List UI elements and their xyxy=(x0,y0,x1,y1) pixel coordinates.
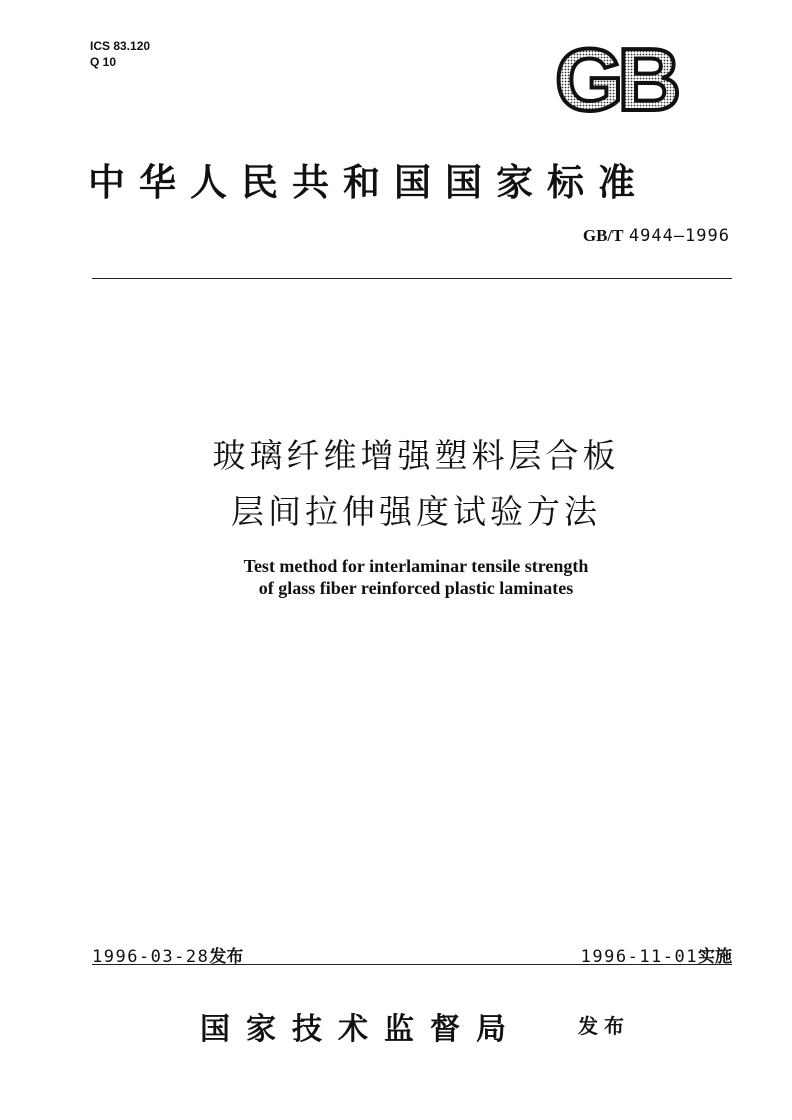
chinese-title-line-2: 层间拉伸强度试验方法 xyxy=(231,492,601,531)
english-title-line-1: Test method for interlaminar tensile strength xyxy=(243,556,589,576)
issue-date-value: 1996-03-28 xyxy=(92,947,210,967)
standard-number xyxy=(470,226,730,246)
ccs-code: Q 10 xyxy=(90,55,117,69)
issue-date-label: 发布 xyxy=(209,947,244,967)
standard-number-prefix: GB/T xyxy=(582,226,624,245)
english-title xyxy=(96,555,736,599)
chinese-title xyxy=(96,428,736,540)
english-title-line-2: of glass fiber reinforced plastic laminates xyxy=(258,578,574,598)
bottom-divider xyxy=(92,964,732,965)
implementation-date-label: 实施 xyxy=(698,947,732,967)
gb-logo xyxy=(540,44,690,118)
classification-codes xyxy=(90,38,150,70)
standard-category-title: 中华人民共和国国家标准 xyxy=(88,160,649,204)
gb-logo-text: GB xyxy=(555,44,675,118)
top-divider xyxy=(92,278,732,279)
implementation-date-value: 1996-11-01 xyxy=(580,947,698,967)
chinese-title-line-1: 玻璃纤维增强塑料层合板 xyxy=(212,436,620,475)
standard-number-value: 4944—1996 xyxy=(628,226,730,246)
issuing-word: 发布 xyxy=(578,1014,630,1038)
issuing-authority: 国家技术监督局 xyxy=(200,1012,522,1047)
ics-code: ICS 83.120 xyxy=(90,39,151,53)
